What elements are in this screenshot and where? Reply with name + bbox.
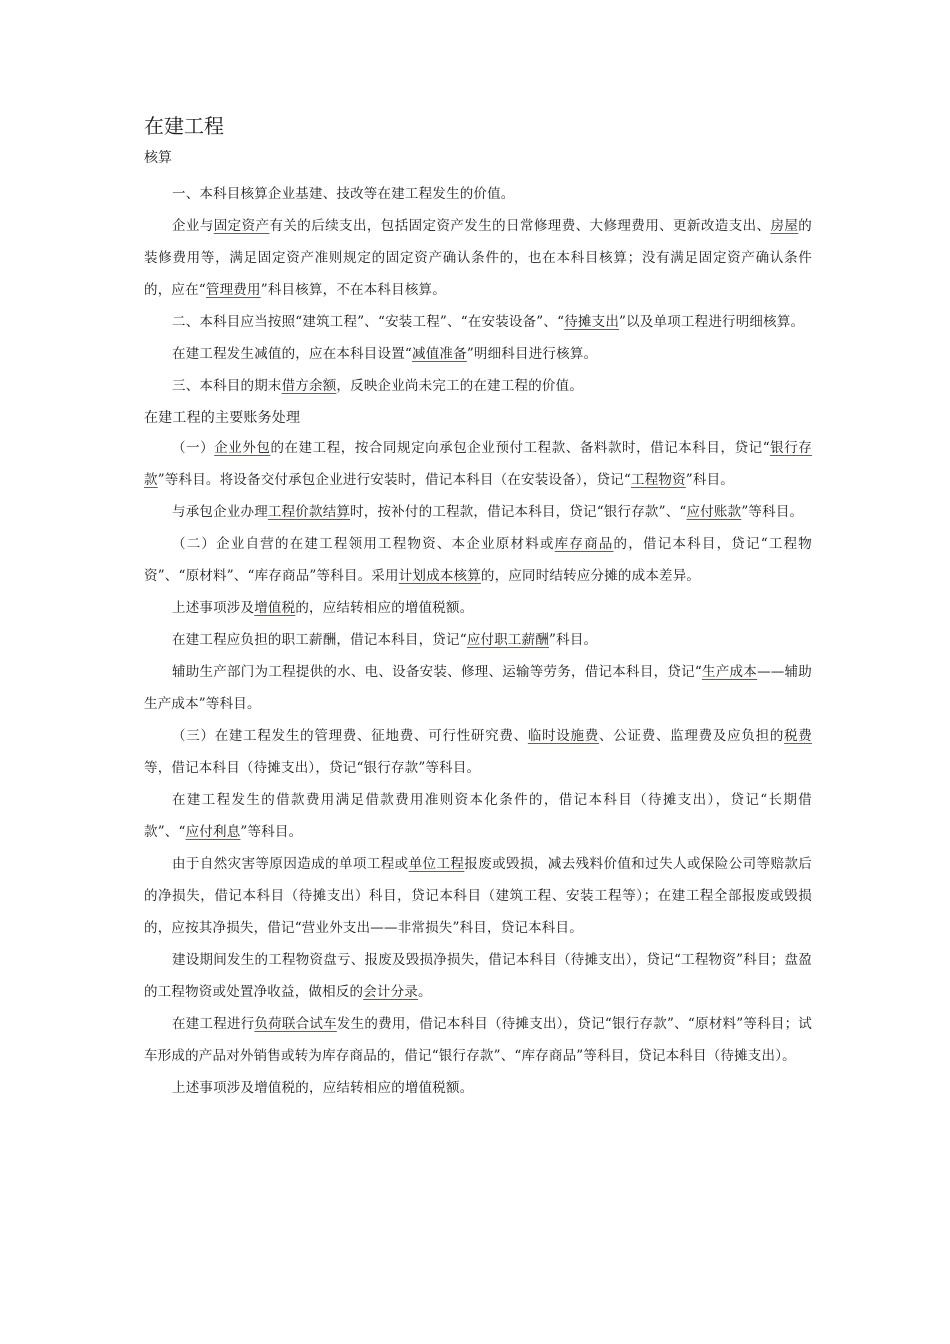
page-title: 在建工程 — [144, 114, 224, 138]
paragraph-7 — [144, 496, 812, 528]
link-impairment-reserve[interactable]: 减值准备 — [412, 346, 467, 362]
paragraph-10 — [144, 624, 812, 656]
link-project-settlement[interactable]: 工程价款结算 — [267, 504, 351, 520]
paragraph-text: 二、本科目应当按照“建筑工程”、“安装工程”、“在安装设备”、“ — [172, 314, 565, 330]
link-housing[interactable]: 房屋 — [770, 218, 799, 234]
paragraph-text: 。 — [418, 984, 432, 1000]
link-debit-balance[interactable]: 借方余额 — [281, 378, 337, 394]
link-accounts-payable[interactable]: 应付账款 — [686, 504, 742, 520]
paragraph-text: 发生的费用，借记本科目（待摊支出），贷记“银行存款”、“原材料”等科目；试车形成的产品对外销售或转为库存商品的，借记“银行存款”、“库存商品”等科目，贷记本科目（待摊支出）。 — [144, 1016, 813, 1064]
link-load-trial-run[interactable]: 负荷联合试车 — [254, 1016, 337, 1032]
link-pending-expenses[interactable]: 待摊支出 — [564, 314, 620, 330]
paragraph-6 — [144, 432, 812, 496]
paragraph-text: 在建工程进行 — [172, 1016, 255, 1032]
link-planned-cost-accounting[interactable]: 计划成本核算 — [398, 568, 481, 584]
document-body — [144, 112, 812, 1104]
paragraph-text: ”等科目。 — [741, 504, 804, 520]
paragraph-text: 等，借记本科目（待摊支出），贷记“银行存款”等科目。 — [144, 760, 481, 776]
paragraph-text: 的，应同时结转应分摊的成本差异。 — [480, 568, 701, 584]
paragraph-text: 辅助生产部门为工程提供的水、电、设备安装、修理、运输等劳务，借记本科目，贷记“ — [172, 664, 702, 680]
link-inventory-goods[interactable]: 库存商品 — [554, 536, 614, 552]
link-outsourcing[interactable]: 企业外包 — [214, 440, 271, 456]
link-payroll-payable[interactable]: 应付职工薪酬 — [466, 632, 550, 648]
paragraph-text: 在建工程发生的借款费用满足借款费用准则资本化条件的，借记本科目（待摊支出），贷记“长期借款”、“ — [144, 792, 812, 840]
paragraph-text: 企业与 — [172, 218, 214, 234]
paragraph-4 — [144, 338, 812, 370]
paragraph-text: 与承包企业办理 — [172, 504, 268, 520]
paragraph-text: 在建工程发生减值的，应在本科目设置“ — [172, 346, 413, 362]
paragraph-text: 上述事项涉及 — [172, 600, 255, 616]
paragraph-1 — [144, 178, 812, 210]
paragraph-text: 的在建工程，按合同规定向承包企业预付工程款、备料款时，借记本科目，贷记“ — [270, 440, 770, 456]
paragraph-text: （三）在建工程发生的管理费、征地费、可行性研究费、 — [172, 728, 528, 744]
paragraph-text: 的，借记本科目，贷记“工程物资”、“原材料”、“库存商品”等科目。采用 — [144, 536, 812, 584]
paragraph-text: 一、本科目核算企业基建、技改等在建工程发生的价值。 — [172, 186, 515, 202]
paragraph-text: 由于自然灾害等原因造成的单项工程或 — [172, 856, 409, 872]
section-heading-accounting: 核算 — [144, 150, 172, 166]
paragraph-text: ”科目。 — [549, 632, 598, 648]
paragraph-text: 在建工程应负担的职工薪酬，借记本科目，贷记“ — [172, 632, 467, 648]
paragraph-text: 时，按补付的工程款，借记本科目，贷记“银行存款”、“ — [350, 504, 687, 520]
paragraph-text: ”明细科目进行核算。 — [466, 346, 598, 362]
paragraph-9 — [144, 592, 812, 624]
paragraph-text: ，反映企业尚未完工的在建工程的价值。 — [336, 378, 584, 394]
paragraph-text: ”以及单项工程进行明细核算。 — [619, 314, 805, 330]
link-interest-payable[interactable]: 应付利息 — [185, 824, 241, 840]
link-fixed-assets[interactable]: 固定资产 — [213, 218, 270, 234]
paragraph-3 — [144, 306, 812, 338]
paragraph-text: 上述事项涉及增值税的，应结转相应的增值税额。 — [172, 1080, 474, 1096]
link-management-expenses[interactable]: 管理费用 — [205, 282, 261, 298]
paragraph-2 — [144, 210, 812, 306]
link-unit-project[interactable]: 单位工程 — [408, 856, 465, 872]
paragraph-11 — [144, 656, 812, 720]
paragraph-text: 建设期间发生的工程物资盘亏、报废及毁损净损失，借记本科目（待摊支出），贷记“工程物资”科目；盘盈的工程物资或处置净收益，做相反的 — [144, 952, 812, 1000]
paragraph-text: ”等科目。将设备交付承包企业进行安装时，借记本科目（在安装设备），贷记“ — [157, 472, 631, 488]
paragraph-text: 、公证费、监理费及应负担的 — [599, 728, 785, 744]
paragraph-text: 有关的后续支出，包括固定资产发生的日常修理费、大修理费用、更新改造支出、 — [269, 218, 771, 234]
paragraph-8 — [144, 528, 812, 592]
paragraph-text: ——辅助生产成本”等科目。 — [144, 664, 812, 712]
paragraph-text: 的装修费用等，满足固定资产准则规定的固定资产确认条件的，也在本科目核算；没有满足固定资产确认条件的，应在“ — [144, 218, 812, 298]
paragraph-12 — [144, 720, 812, 784]
paragraph-text: 的，应结转相应的增值税额。 — [295, 600, 474, 616]
link-taxes[interactable]: 税费 — [784, 728, 812, 744]
paragraph-16 — [144, 1008, 812, 1072]
link-bank-deposit[interactable]: 银行存款 — [144, 440, 812, 488]
paragraph-text: ”等科目。 — [240, 824, 303, 840]
link-temporary-facilities[interactable]: 临时设施费 — [527, 728, 600, 744]
paragraph-text: （二）企业自营的在建工程领用工程物资、本企业原材料或 — [172, 536, 555, 552]
paragraph-text: 报废或毁损，减去残料价值和过失人或保险公司等赔款后的净损失，借记本科目（待摊支出）科目，贷记本科目（建筑工程、安装工程等）；在建工程全部报废或毁损的，应按其净损失，借记“营业外支出——非常损失”科目，贷记本科目。 — [144, 856, 812, 936]
link-engineering-materials[interactable]: 工程物资 — [630, 472, 686, 488]
paragraph-text: 三、本科目的期末 — [172, 378, 282, 394]
paragraph-13 — [144, 784, 812, 848]
paragraph-14 — [144, 848, 812, 944]
paragraph-5 — [144, 370, 812, 402]
section-heading-main-entries: 在建工程的主要账务处理 — [144, 410, 301, 426]
paragraph-text: （一） — [172, 440, 215, 456]
link-production-cost[interactable]: 生产成本 — [701, 664, 758, 680]
paragraph-text: ”科目核算，不在本科目核算。 — [260, 282, 446, 298]
paragraph-17 — [144, 1072, 812, 1104]
link-vat[interactable]: 增值税 — [254, 600, 296, 616]
paragraph-15 — [144, 944, 812, 1008]
link-accounting-entry[interactable]: 会计分录 — [363, 984, 419, 1000]
paragraph-text: ”科目。 — [685, 472, 734, 488]
